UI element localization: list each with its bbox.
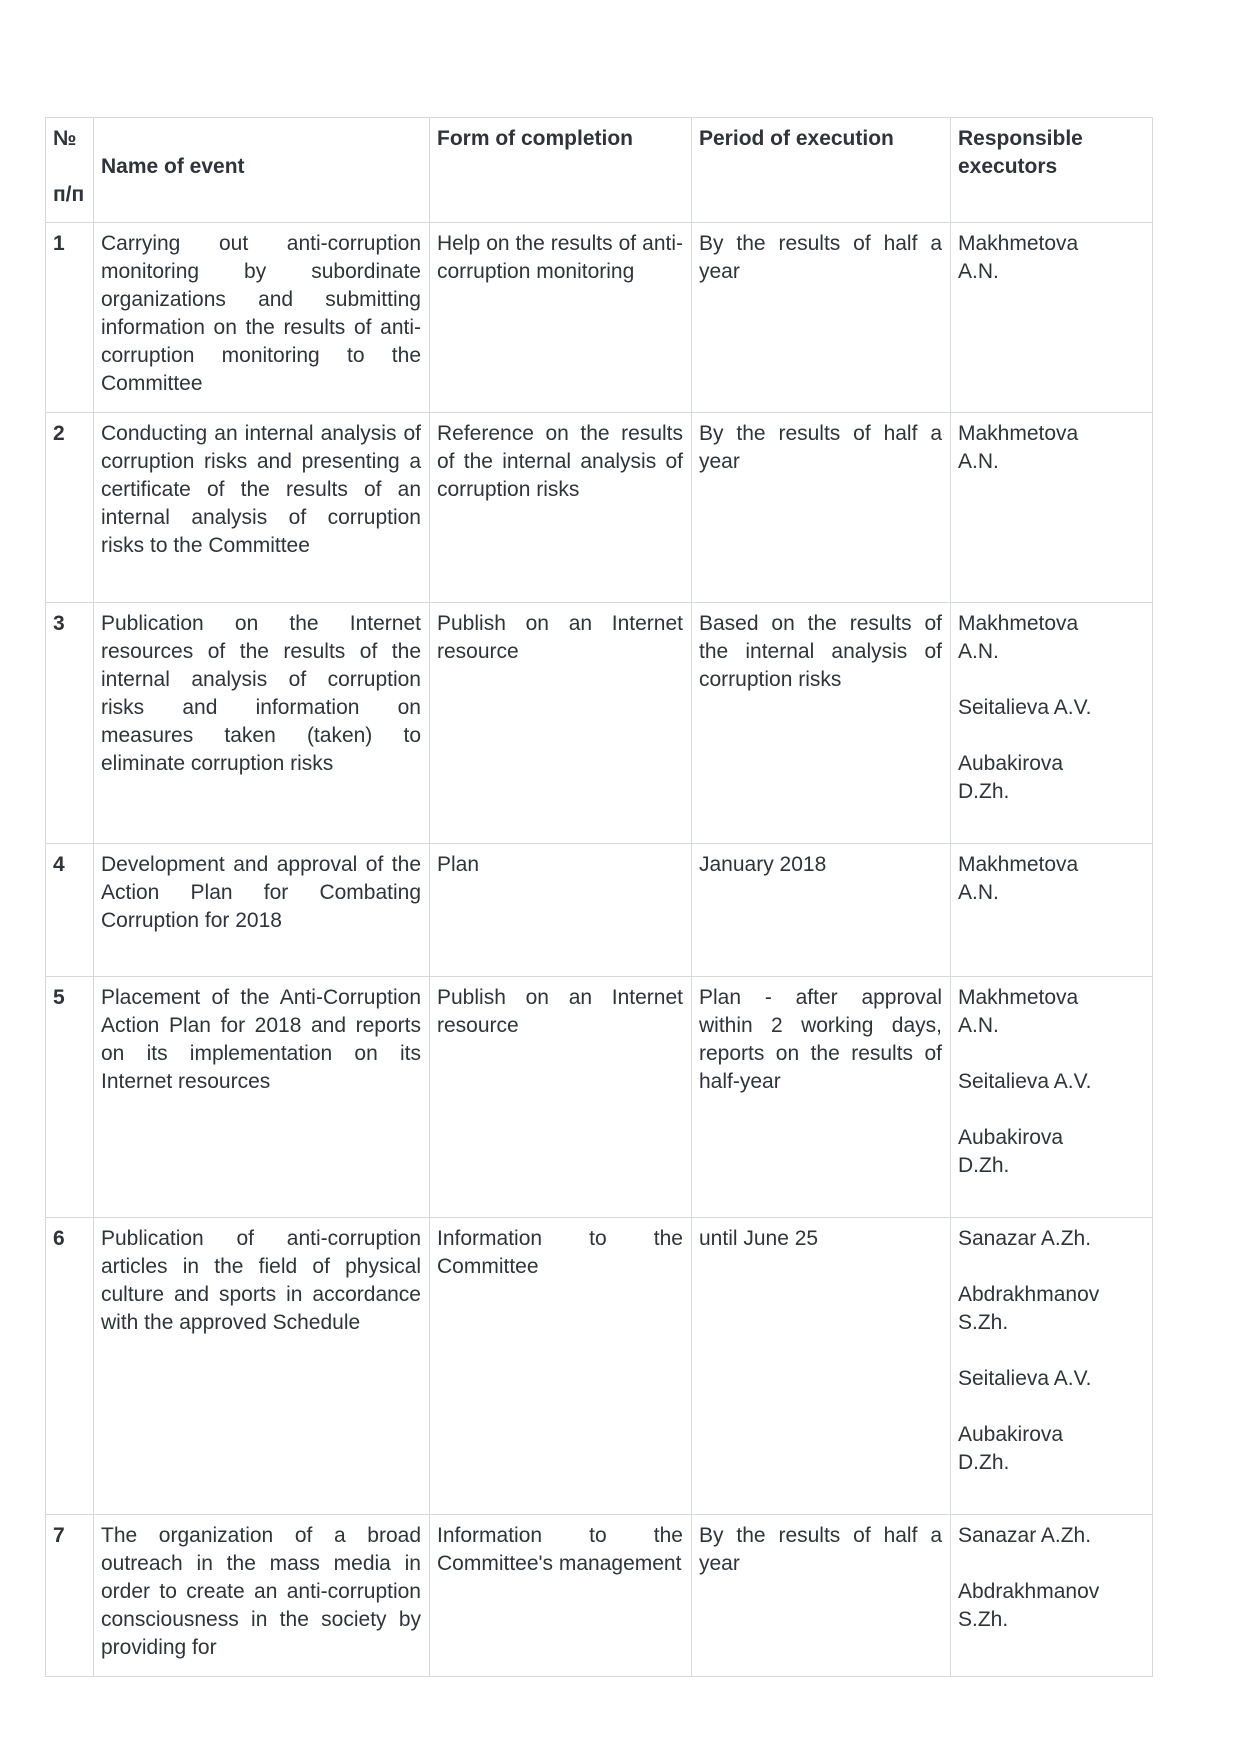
executors-list bbox=[958, 1522, 1116, 1634]
executors-list bbox=[958, 230, 1116, 286]
cell-event-name: Development and approval of the Action Plan for Combating Corruption for 2018 bbox=[94, 844, 430, 977]
cell-form-of-completion: Publish on an Internet resource bbox=[430, 977, 692, 1218]
table-body bbox=[46, 223, 1153, 1677]
table-row bbox=[46, 223, 1153, 413]
executors-list bbox=[958, 1225, 1116, 1477]
cell-responsible-executors bbox=[951, 977, 1153, 1218]
row-number: 1 bbox=[46, 223, 94, 413]
table-row bbox=[46, 1515, 1153, 1677]
cell-event-name: Placement of the Anti-Corruption Action Plan for 2018 and reports on its implementation on its Internet resources bbox=[94, 977, 430, 1218]
cell-form-of-completion: Plan bbox=[430, 844, 692, 977]
executor-name: Sanazar A.Zh. bbox=[958, 1524, 1092, 1547]
cell-responsible-executors bbox=[951, 844, 1153, 977]
header-num bbox=[46, 118, 94, 223]
events-table bbox=[45, 117, 1153, 1677]
cell-event-name: Publication on the Internet resources of the results of the internal analysis of corruption risks and information on measures taken (taken) to eliminate corruption risks bbox=[94, 603, 430, 844]
cell-period-of-execution: January 2018 bbox=[692, 844, 951, 977]
table-header bbox=[46, 118, 1153, 223]
table-row bbox=[46, 413, 1153, 603]
executor-name: Makhmetova A.N. bbox=[958, 853, 1079, 904]
row-number: 7 bbox=[46, 1515, 94, 1677]
cell-responsible-executors bbox=[951, 1515, 1153, 1677]
cell-form-of-completion: Help on the results of anti-corruption monitoring bbox=[430, 223, 692, 413]
header-responsible-executors: Responsible executors bbox=[951, 118, 1153, 223]
cell-event-name: Conducting an internal analysis of corruption risks and presenting a certificate of the results of an internal analysis of corruption risks to the Committee bbox=[94, 413, 430, 603]
cell-period-of-execution: Based on the results of the internal analysis of corruption risks bbox=[692, 603, 951, 844]
table-row bbox=[46, 603, 1153, 844]
cell-event-name: Publication of anti-corruption articles in the field of physical culture and sports in accordance with the approved Schedule bbox=[94, 1218, 430, 1515]
cell-responsible-executors bbox=[951, 603, 1153, 844]
cell-event-name: The organization of a broad outreach in the mass media in order to create an anti-corruption consciousness in the society by providing for bbox=[94, 1515, 430, 1677]
cell-form-of-completion: Reference on the results of the internal analysis of corruption risks bbox=[430, 413, 692, 603]
executor-name: Aubakirova D.Zh. bbox=[958, 1126, 1064, 1177]
executor-name: Makhmetova A.N. bbox=[958, 422, 1079, 473]
executors-list bbox=[958, 610, 1116, 806]
executor-name: Abdrakhmanov S.Zh. bbox=[958, 1283, 1100, 1334]
table-row bbox=[46, 1218, 1153, 1515]
executor-name: Seitalieva A.V. bbox=[958, 696, 1092, 719]
executors-list bbox=[958, 851, 1116, 907]
cell-period-of-execution: By the results of half a year bbox=[692, 1515, 951, 1677]
row-number: 2 bbox=[46, 413, 94, 603]
header-num-line2: п/п bbox=[53, 183, 85, 206]
executor-name: Makhmetova A.N. bbox=[958, 232, 1079, 283]
executor-name: Abdrakhmanov S.Zh. bbox=[958, 1580, 1100, 1631]
cell-period-of-execution: By the results of half a year bbox=[692, 223, 951, 413]
cell-form-of-completion: Information to the Committee's management bbox=[430, 1515, 692, 1677]
executor-name: Seitalieva A.V. bbox=[958, 1070, 1092, 1093]
row-number: 6 bbox=[46, 1218, 94, 1515]
cell-event-name: Carrying out anti-corruption monitoring by subordinate organizations and submitting information on the results of anti-corruption monitoring to the Committee bbox=[94, 223, 430, 413]
header-name-of-event: Name of event bbox=[94, 118, 430, 223]
cell-responsible-executors bbox=[951, 1218, 1153, 1515]
table-row bbox=[46, 844, 1153, 977]
table-row bbox=[46, 977, 1153, 1218]
header-num-line1: № bbox=[53, 127, 77, 150]
executor-name: Makhmetova A.N. bbox=[958, 986, 1079, 1037]
header-row bbox=[46, 118, 1153, 223]
cell-form-of-completion: Information to the Committee bbox=[430, 1218, 692, 1515]
header-period-of-execution: Period of execution bbox=[692, 118, 951, 223]
cell-responsible-executors bbox=[951, 413, 1153, 603]
header-form-of-completion: Form of completion bbox=[430, 118, 692, 223]
executor-name: Seitalieva A.V. bbox=[958, 1367, 1092, 1390]
executor-name: Makhmetova A.N. bbox=[958, 612, 1079, 663]
row-number: 3 bbox=[46, 603, 94, 844]
executor-name: Aubakirova D.Zh. bbox=[958, 752, 1064, 803]
executor-name: Sanazar A.Zh. bbox=[958, 1227, 1092, 1250]
cell-period-of-execution: By the results of half a year bbox=[692, 413, 951, 603]
cell-period-of-execution: until June 25 bbox=[692, 1218, 951, 1515]
executors-list bbox=[958, 420, 1116, 476]
row-number: 4 bbox=[46, 844, 94, 977]
executor-name: Aubakirova D.Zh. bbox=[958, 1423, 1064, 1474]
cell-form-of-completion: Publish on an Internet resource bbox=[430, 603, 692, 844]
executors-list bbox=[958, 984, 1116, 1180]
row-number: 5 bbox=[46, 977, 94, 1218]
cell-responsible-executors bbox=[951, 223, 1153, 413]
cell-period-of-execution: Plan - after approval within 2 working days, reports on the results of half-year bbox=[692, 977, 951, 1218]
